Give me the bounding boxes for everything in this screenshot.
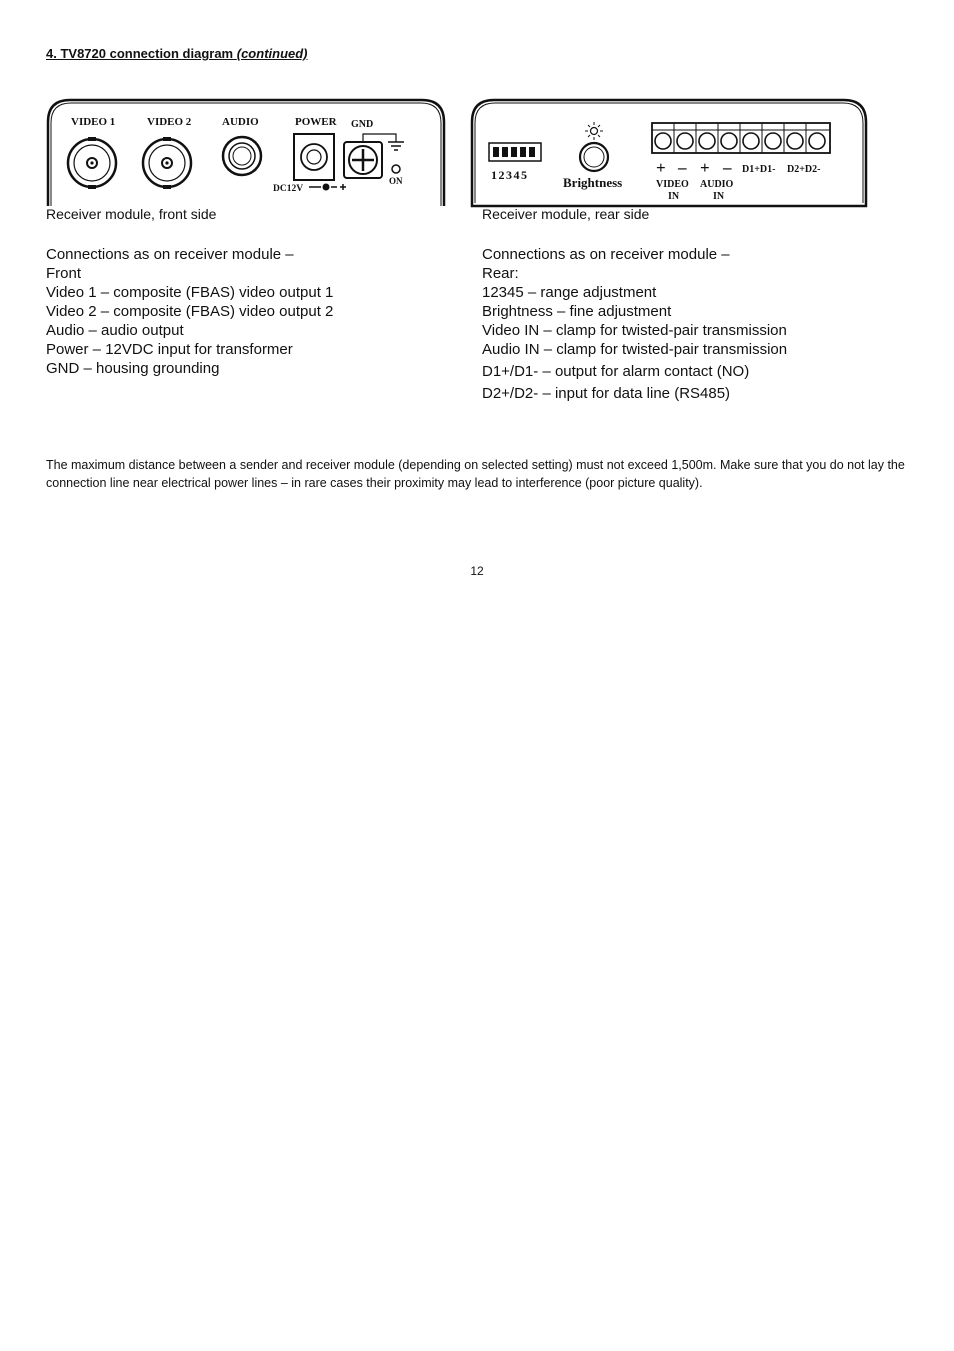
dc12v-label: DC12V xyxy=(273,184,304,194)
audio-in-label-line2: IN xyxy=(713,191,725,202)
on-label: ON xyxy=(389,176,403,186)
heading-main: 4. TV8720 connection diagram xyxy=(46,46,234,61)
d1-label: D1+D1- xyxy=(742,164,776,175)
heading-continued: (continued) xyxy=(236,46,308,61)
rear-item-d1: D1+/D1- – output for alarm contact (NO) xyxy=(482,363,750,380)
rear-connections xyxy=(482,245,787,403)
dip-switch-icon xyxy=(489,143,541,161)
on-led-icon xyxy=(392,165,400,173)
rear-item-range: 12345 – range adjustment xyxy=(482,284,657,301)
front-connections-title-2: Front xyxy=(46,265,82,282)
dc-polarity-icon xyxy=(309,184,346,191)
front-item-gnd: GND – housing grounding xyxy=(46,360,220,377)
front-panel-diagram xyxy=(46,96,448,208)
screw-terminal-icon xyxy=(765,133,781,149)
rear-connections-title-1: Connections as on receiver module – xyxy=(482,246,730,263)
distance-note: The maximum distance between a sender and receiver module (depending on selected setting) must not exceed 1,500m. Make sure that you do not lay the connection line near electrical power lines – in rare cases their proximity may lead to interference (poor picture quality). xyxy=(46,458,905,490)
video-in-label-line2: IN xyxy=(668,191,680,202)
rear-item-brightness: Brightness – fine adjustment xyxy=(482,303,672,320)
video2-label: VIDEO 2 xyxy=(147,116,192,128)
rear-panel-diagram xyxy=(470,96,870,208)
front-item-power: Power – 12VDC input for transformer xyxy=(46,341,293,358)
screw-terminal-icon xyxy=(699,133,715,149)
rear-item-audio-in: Audio IN – clamp for twisted-pair transmission xyxy=(482,341,788,358)
sun-icon xyxy=(585,122,603,140)
screw-terminal-icon xyxy=(721,133,737,149)
gnd-label: GND xyxy=(351,119,374,130)
video-in-label-line1: VIDEO xyxy=(656,179,689,190)
video1-label: VIDEO 1 xyxy=(71,116,116,128)
screw-terminal-icon xyxy=(743,133,759,149)
audio-plus-label: + xyxy=(700,158,710,177)
bnc-video2-icon xyxy=(143,137,191,189)
rear-connections-title-2: Rear: xyxy=(482,265,519,282)
audio-minus-label: – xyxy=(723,158,732,177)
page-heading xyxy=(46,46,308,61)
d2-label: D2+D2- xyxy=(787,164,821,175)
front-item-video1: Video 1 – composite (FBAS) video output 1 xyxy=(46,284,334,301)
front-connections xyxy=(46,245,333,378)
video-plus-label: + xyxy=(656,158,666,177)
rear-item-video-in: Video IN – clamp for twisted-pair transmission xyxy=(482,322,787,339)
rear-item-d2: D2+/D2- – input for data line (RS485) xyxy=(482,385,731,402)
audio-in-label-line1: AUDIO xyxy=(700,179,734,190)
gnd-terminal-icon xyxy=(344,142,382,178)
brightness-knob-icon xyxy=(580,143,608,171)
rear-caption: Receiver module, rear side xyxy=(482,206,650,222)
screw-terminal-icon xyxy=(655,133,671,149)
bnc-video1-icon xyxy=(68,137,116,189)
brightness-label: Brightness xyxy=(563,175,623,190)
video-minus-label: – xyxy=(678,158,687,177)
screw-terminal-icon xyxy=(787,133,803,149)
front-item-video2: Video 2 – composite (FBAS) video output 2 xyxy=(46,303,334,320)
front-caption: Receiver module, front side xyxy=(46,206,217,222)
audio-jack-icon xyxy=(223,137,261,175)
audio-label: AUDIO xyxy=(222,116,259,128)
power-socket-icon xyxy=(294,134,334,180)
screw-terminal-icon xyxy=(677,133,693,149)
terminal-block-icon xyxy=(652,123,830,153)
front-connections-title-1: Connections as on receiver module – xyxy=(46,246,294,263)
page-number: 12 xyxy=(470,564,484,578)
power-label: POWER xyxy=(295,116,337,128)
front-item-audio: Audio – audio output xyxy=(46,322,184,339)
screw-terminal-icon xyxy=(809,133,825,149)
switch-numbers-label: 12345 xyxy=(491,168,529,182)
